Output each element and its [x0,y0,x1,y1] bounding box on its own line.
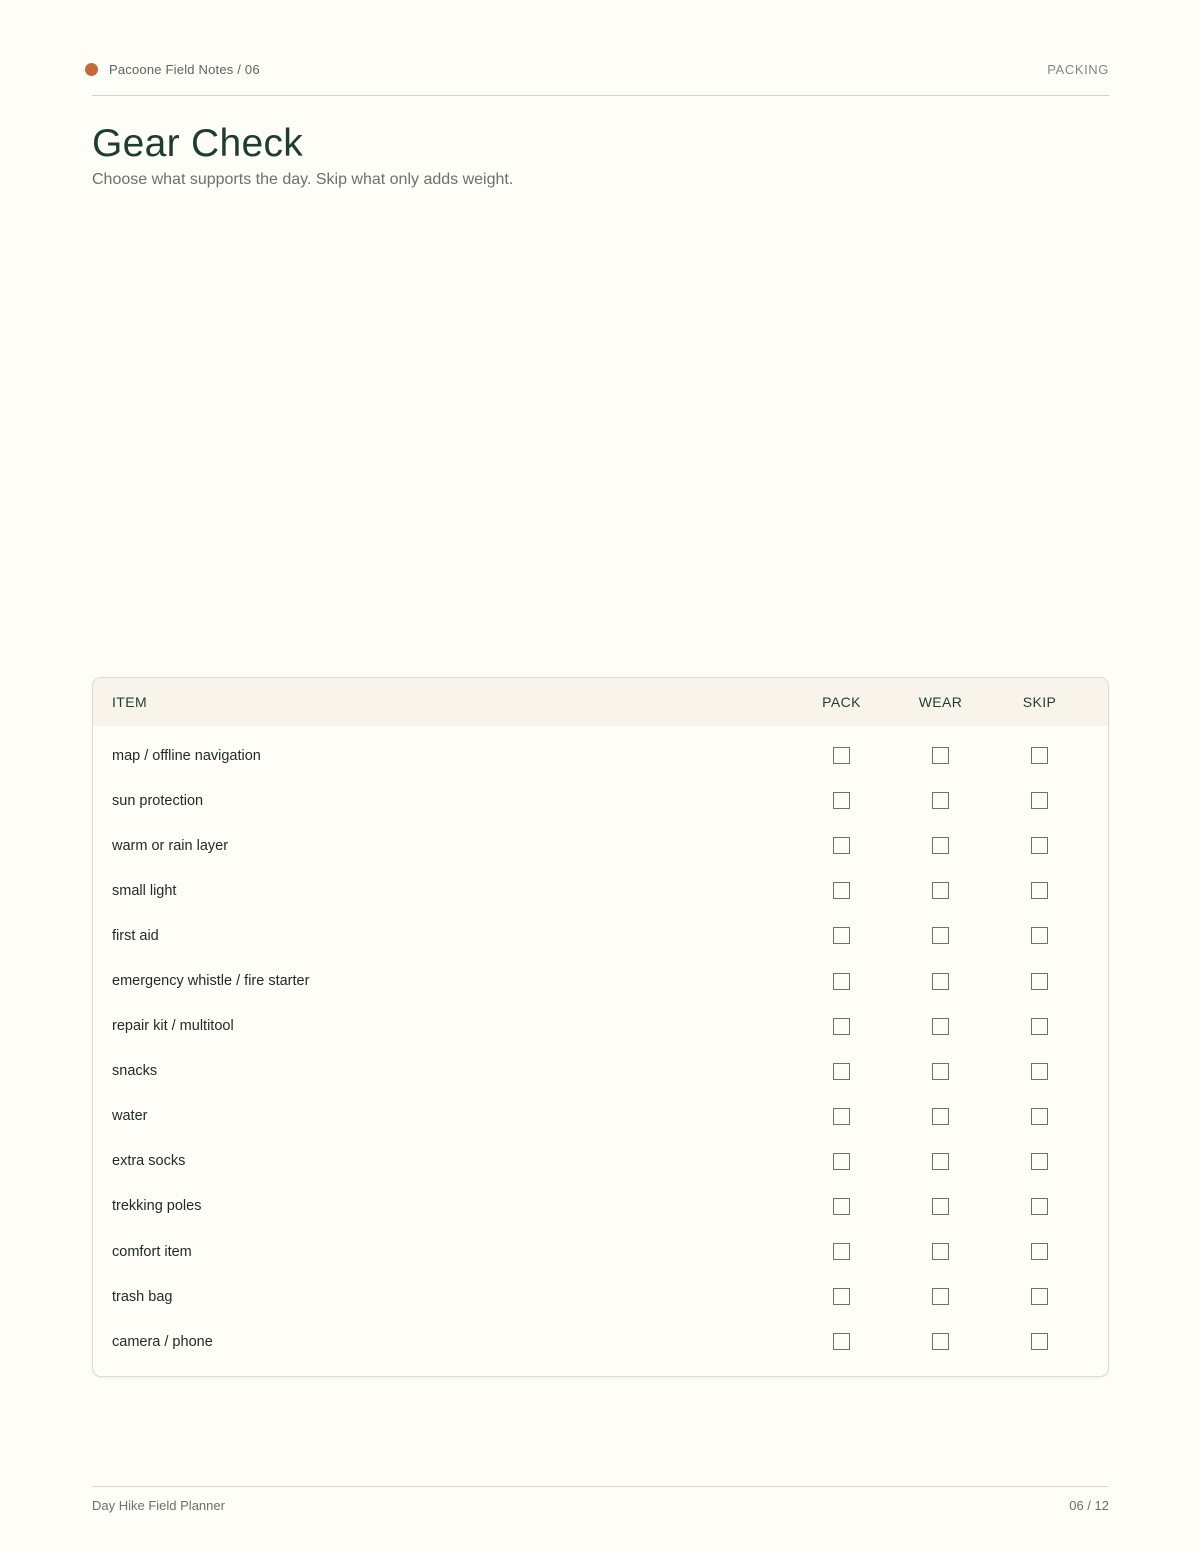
pack-cell [792,1198,891,1215]
skip-checkbox[interactable] [1031,1108,1048,1125]
wear-checkbox[interactable] [932,1333,949,1350]
wear-cell [891,1063,990,1080]
pack-checkbox[interactable] [833,747,850,764]
footer-title: Day Hike Field Planner [92,1498,225,1513]
wear-cell [891,927,990,944]
pack-checkbox[interactable] [833,1288,850,1305]
table-row [93,1049,1108,1094]
page [92,0,1109,1553]
wear-cell [891,1333,990,1350]
skip-cell [990,1243,1089,1260]
pack-checkbox[interactable] [833,1243,850,1260]
skip-cell [990,882,1089,899]
wear-checkbox[interactable] [932,1108,949,1125]
wear-cell [891,837,990,854]
pack-cell [792,1063,891,1080]
skip-checkbox[interactable] [1031,1018,1048,1035]
item-label: water [112,1108,148,1125]
skip-checkbox[interactable] [1031,747,1048,764]
brand [92,62,260,77]
pack-checkbox[interactable] [833,1153,850,1170]
wear-checkbox[interactable] [932,1063,949,1080]
pack-checkbox[interactable] [833,1198,850,1215]
page-subtitle: Choose what supports the day. Skip what only adds weight. [92,171,514,188]
skip-checkbox[interactable] [1031,1288,1048,1305]
wear-checkbox[interactable] [932,1153,949,1170]
skip-checkbox[interactable] [1031,1153,1048,1170]
footer [92,1498,1109,1513]
pack-checkbox[interactable] [833,882,850,899]
table-row [93,1229,1108,1274]
item-label: snacks [112,1063,158,1080]
pack-cell [792,792,891,809]
pack-cell [792,1333,891,1350]
pack-cell [792,973,891,990]
wear-cell [891,1198,990,1215]
top-bar [92,58,1109,80]
pack-checkbox[interactable] [833,792,850,809]
wear-checkbox[interactable] [932,1018,949,1035]
skip-cell [990,1063,1089,1080]
pack-cell [792,1288,891,1305]
wear-checkbox[interactable] [932,837,949,854]
skip-cell [990,1333,1089,1350]
wear-cell [891,1243,990,1260]
wear-checkbox[interactable] [932,1198,949,1215]
pack-cell [792,747,891,764]
wear-cell [891,1018,990,1035]
table-row [93,1319,1108,1364]
skip-cell [990,792,1089,809]
item-label: comfort item [112,1243,192,1260]
table-header [93,678,1108,726]
pack-checkbox[interactable] [833,1108,850,1125]
table-row [93,1184,1108,1229]
wear-checkbox[interactable] [932,1243,949,1260]
wear-cell [891,882,990,899]
skip-checkbox[interactable] [1031,1063,1048,1080]
pack-cell [792,837,891,854]
section-label: PACKING [1047,61,1109,77]
column-header-item: ITEM [112,694,148,710]
table-row [93,1274,1108,1319]
table-row [93,1004,1108,1049]
skip-checkbox[interactable] [1031,1198,1048,1215]
wear-checkbox[interactable] [932,927,949,944]
pack-checkbox[interactable] [833,927,850,944]
table-row [93,868,1108,913]
skip-cell [990,837,1089,854]
page-title: Gear Check [92,122,304,165]
skip-cell [990,1018,1089,1035]
skip-checkbox[interactable] [1031,1243,1048,1260]
skip-cell [990,1288,1089,1305]
column-header-skip: SKIP [1022,694,1057,710]
wear-checkbox[interactable] [932,792,949,809]
pack-checkbox[interactable] [833,837,850,854]
table-row [93,958,1108,1003]
footer-divider [92,1486,1109,1487]
table-row [93,823,1108,868]
wear-checkbox[interactable] [932,1288,949,1305]
pack-checkbox[interactable] [833,1333,850,1350]
table-row [93,913,1108,958]
item-label: first aid [112,927,159,944]
skip-checkbox[interactable] [1031,1333,1048,1350]
pack-cell [792,1108,891,1125]
item-label: small light [112,882,177,899]
skip-checkbox[interactable] [1031,973,1048,990]
page-number: 06 / 12 [1069,1498,1109,1513]
skip-cell [990,747,1089,764]
item-label: emergency whistle / fire starter [112,973,310,990]
skip-cell [990,1198,1089,1215]
item-label: trash bag [112,1288,173,1305]
wear-cell [891,747,990,764]
table-body [93,726,1108,1364]
wear-cell [891,792,990,809]
table-row [93,1094,1108,1139]
wear-cell [891,973,990,990]
item-label: sun protection [112,792,204,809]
item-label: repair kit / multitool [112,1018,234,1035]
skip-cell [990,1153,1089,1170]
table-row [93,778,1108,823]
item-label: camera / phone [112,1333,213,1350]
pack-checkbox[interactable] [833,1063,850,1080]
table-row [93,1139,1108,1184]
pack-cell [792,927,891,944]
table-row [93,733,1108,778]
column-header-pack: PACK [822,694,861,710]
pack-cell [792,1243,891,1260]
pack-cell [792,882,891,899]
pack-checkbox[interactable] [833,1018,850,1035]
skip-checkbox[interactable] [1031,882,1048,899]
wear-checkbox[interactable] [932,747,949,764]
skip-checkbox[interactable] [1031,837,1048,854]
pack-checkbox[interactable] [833,973,850,990]
item-label: map / offline navigation [112,747,261,764]
skip-cell [990,973,1089,990]
wear-cell [891,1288,990,1305]
wear-cell [891,1153,990,1170]
brand-dot-icon [85,63,98,76]
skip-checkbox[interactable] [1031,792,1048,809]
wear-cell [891,1108,990,1125]
skip-checkbox[interactable] [1031,927,1048,944]
skip-cell [990,927,1089,944]
brand-label: Pacoone Field Notes / 06 [109,61,260,77]
item-label: warm or rain layer [112,837,229,854]
item-label: extra socks [112,1153,186,1170]
item-label: trekking poles [112,1198,202,1215]
pack-cell [792,1018,891,1035]
wear-checkbox[interactable] [932,882,949,899]
pack-cell [792,1153,891,1170]
column-header-wear: WEAR [918,694,963,710]
skip-cell [990,1108,1089,1125]
wear-checkbox[interactable] [932,973,949,990]
gear-table [92,677,1109,1377]
header-divider [92,95,1109,96]
